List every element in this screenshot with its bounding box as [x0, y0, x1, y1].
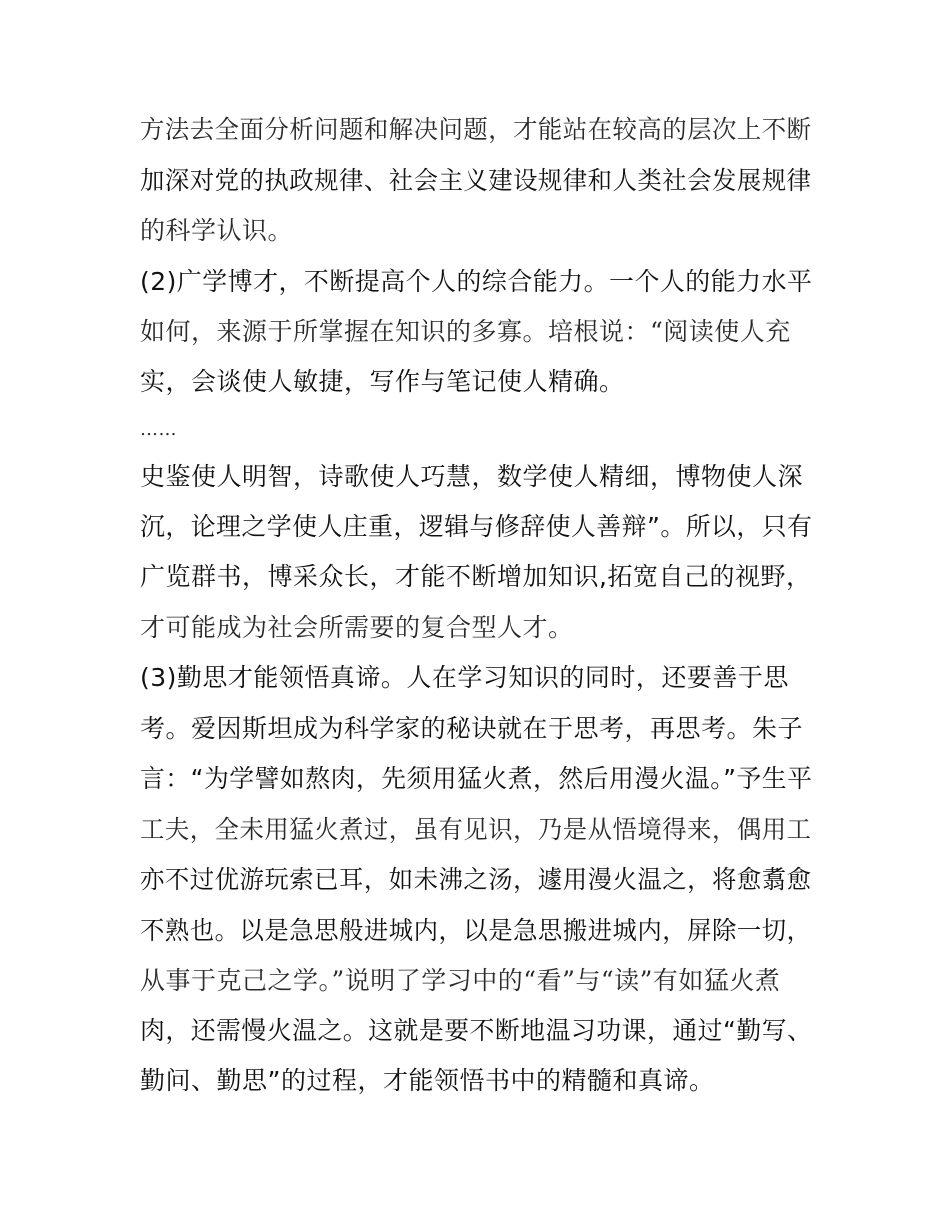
text-line: 不熟也。以是急思般进城内，以是急思搬进城内，屏除一切，	[140, 916, 812, 945]
text-line: 考。爱因斯坦成为科学家的秘诀就在于思考，再思考。朱子	[140, 714, 804, 743]
text-line: 实，会谈使人敏捷，写作与笔记使人精确。	[140, 367, 625, 396]
text-line: 沉，论理之学使人庄重，逻辑与修辞使人善辩”。所以，只有	[140, 512, 813, 541]
text-line: 言：“为学譬如熬肉，先须用猛火煮，然后用漫火温。”予生平	[140, 764, 813, 793]
text-line: 工夫，全未用猛火煮过，虽有见识，乃是从悟境得来，偶用工	[140, 815, 812, 844]
text-line: 加深对党的执政规律、社会主义建设规律和人类社会发展规律	[140, 166, 812, 195]
text-line: 从事于克己之学。”说明了学习中的“看”与“读”有如猛火煮	[140, 966, 781, 995]
text-line: 广览群书，博采众长，才能不断增加知识,拓宽自己的视野，	[140, 562, 812, 591]
text-line: (2)广学博才，不断提高个人的综合能力。一个人的能力水平	[140, 267, 813, 296]
text-line: (3)勤思才能领悟真谛。人在学习知识的同时，还要善于思	[140, 663, 789, 692]
text-line: 肉，还需慢火温之。这就是要不断地温习功课，通过“勤写、	[140, 1016, 813, 1045]
ellipsis-line: ……	[140, 419, 177, 440]
text-line: 才可能成为社会所需要的复合型人才。	[140, 613, 574, 642]
text-line: 方法去全面分析问题和解决问题，才能站在较高的层次上不断	[140, 115, 812, 144]
text-line: 勤问、勤思”的过程，才能领悟书中的精髓和真谛。	[140, 1066, 715, 1095]
text-line: 如何，来源于所掌握在知识的多寡。培根说：“阅读使人充	[140, 317, 791, 346]
text-line: 的科学认识。	[140, 216, 294, 245]
text-line: 史鉴使人明智，诗歌使人巧慧，数学使人精细，博物使人深	[140, 462, 804, 491]
text-line: 亦不过优游玩索已耳，如未沸之汤，遽用漫火温之，将愈翥愈	[140, 865, 812, 894]
